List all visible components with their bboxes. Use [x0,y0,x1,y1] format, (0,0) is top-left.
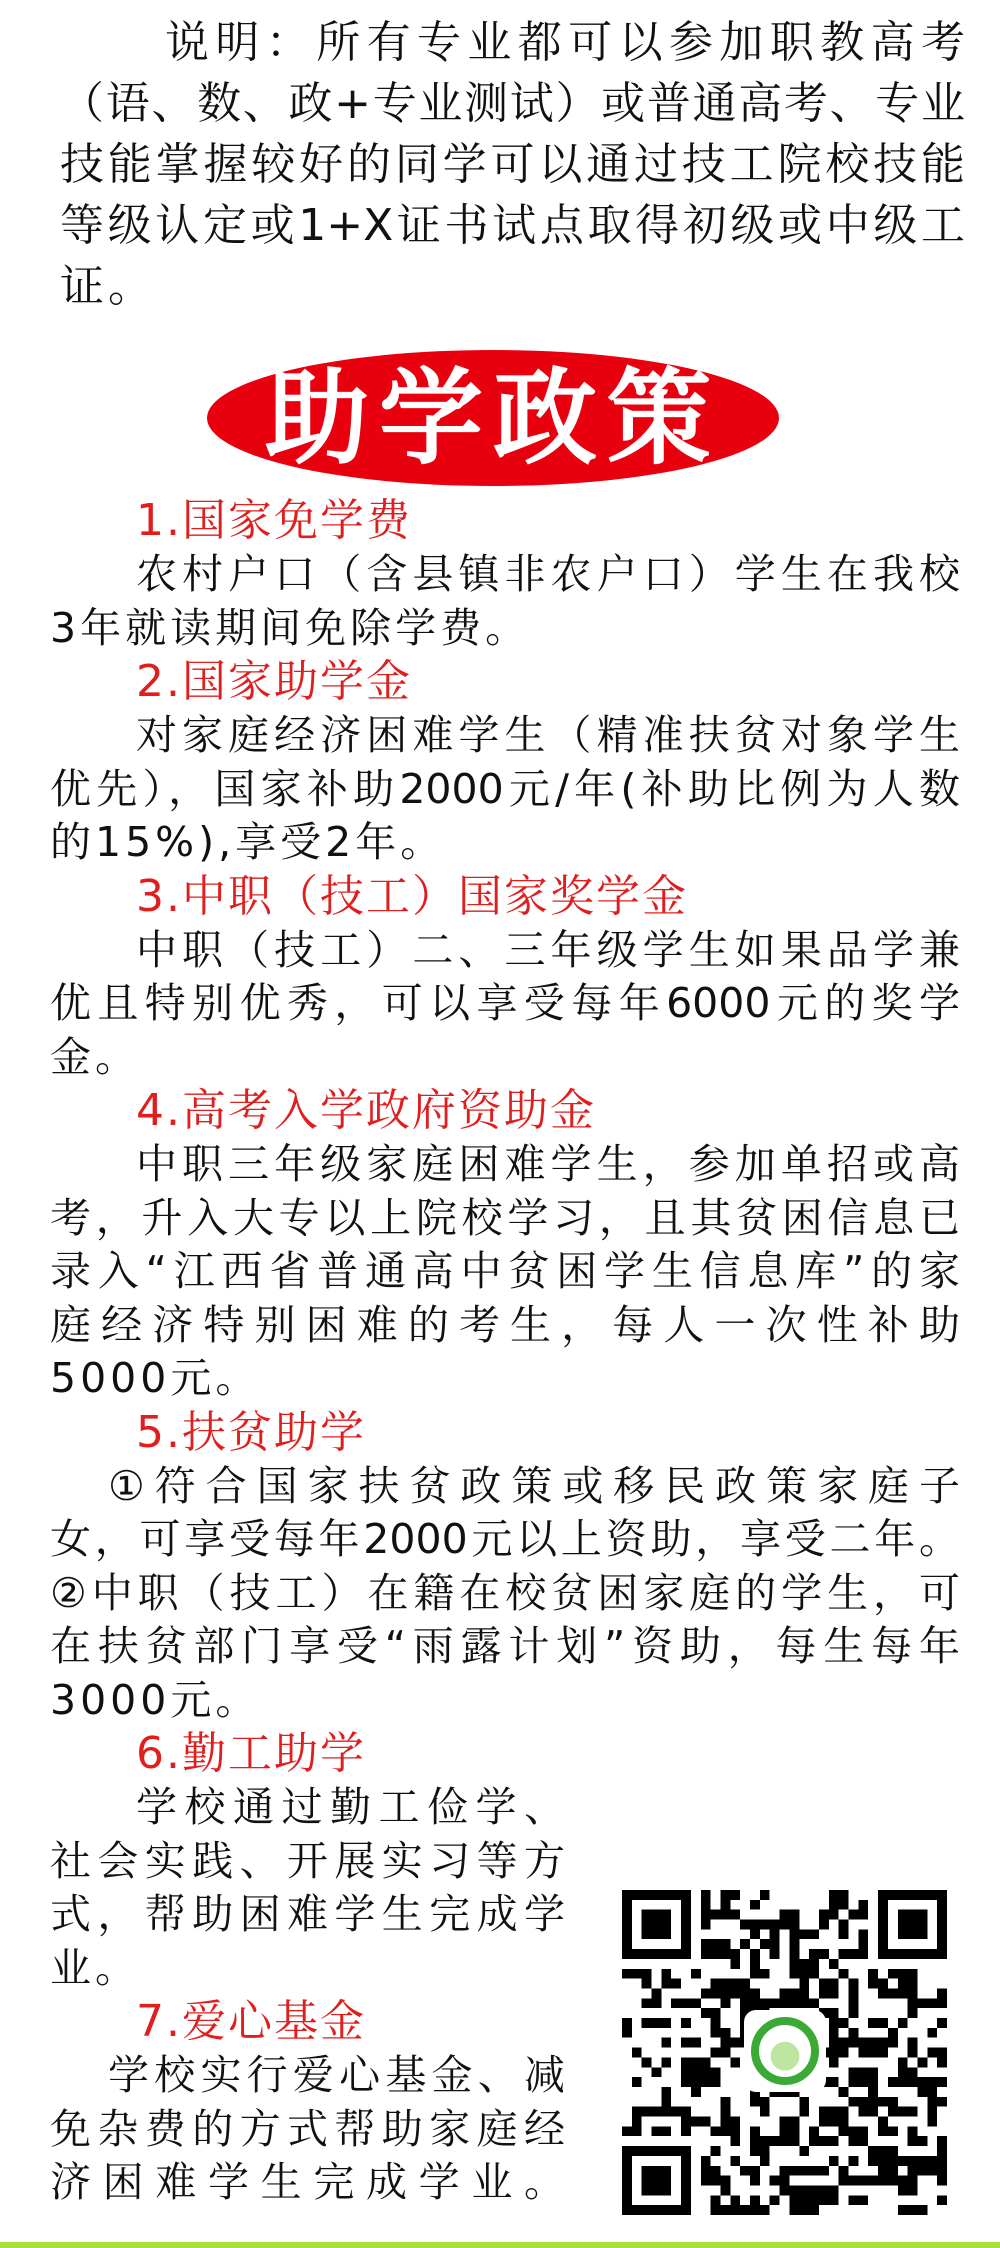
policy-line: 学校通过勤工俭学、 [136,1783,565,1831]
school-logo [744,2010,826,2092]
policy-line: 免杂费的方式帮助家庭经 [50,2104,565,2153]
policy-body [50,924,960,1085]
policy-line: 农村户口（含县镇非农户口）学生在我校 [136,550,960,598]
intro-paragraph [60,12,965,317]
policy-line: 济困难学生完成学业。 [50,2158,565,2206]
policy-body [50,1138,960,1406]
policy-body [50,548,960,655]
policy-heading: 1.国家免学费 [136,495,412,546]
policy-line: 式，帮助困难学生完成学 [50,1890,565,1938]
policy-heading: 6.勤工助学 [136,1728,366,1779]
bottom-bar [0,2242,1000,2248]
policy-line: 优先），国家补助2000元/年(补助比例为人数 [50,764,960,813]
policy-heading: 3.中职（技工）国家奖学金 [136,870,688,922]
policy-line: 金。 [50,1032,140,1081]
policy-line: 优且特别优秀，可以享受每年6000元的奖学 [50,979,960,1027]
policy-line: 业。 [50,1943,140,1992]
policy-line: 录入“江西省普通高中贫困学生信息库”的家 [50,1247,960,1295]
policy-body [50,1781,565,1995]
policy-heading: 4.高考入学政府资助金 [136,1085,596,1136]
policy-body [50,1460,960,1728]
policy-body [50,2049,565,2210]
policy-line: 庭经济特别困难的考生，每人一次性补助 [50,1300,960,1349]
section-banner [207,350,779,486]
intro-line: 等级认定或1+X证书试点取得初级或中级工 [60,200,965,251]
banner-title: 助学政策 [264,357,721,479]
policy-line: 女，可享受每年2000元以上资助，享受二年。 [50,1515,960,1563]
policy-line: 3年就读期间免除学费。 [50,603,531,652]
policy-line: ②中职（技工）在籍在校贫困家庭的学生，可 [50,1568,960,1617]
intro-line: 技能掌握较好的同学可以通过技工院校技能 [60,139,965,190]
policy-line: 中职（技工）二、三年级学生如果品学兼 [136,925,960,974]
policy-line: 的15%),享受2年。 [50,818,446,866]
policy-line: 中职三年级家庭困难学生，参加单招或高 [136,1140,960,1188]
policy-body [50,709,960,870]
intro-line: （语、数、政+专业测试）或普通高考、专业 [60,78,965,129]
policy-heading: 7.爱心基金 [136,1996,366,2047]
policy-line: 在扶贫部门享受“雨露计划”资助，每生每年 [50,1622,960,1670]
policy-line: 考，升入大专以上院校学习，且其贫困信息已 [50,1193,960,1242]
policy-line: 3000元。 [50,1675,261,1724]
intro-line: 证。 [60,261,156,312]
policy-heading: 5.扶贫助学 [136,1406,366,1458]
policy-heading: 2.国家助学金 [136,656,412,707]
qr-code-icon [622,1890,947,2215]
policy-line: 5000元。 [50,1354,261,1402]
intro-line: 说明：所有专业都可以参加职教高考 [165,17,965,68]
policy-line: 社会实践、开展实习等方 [50,1836,565,1885]
policy-line: 对家庭经济困难学生（精准扶贫对象学生 [136,711,960,759]
policy-line: 学校实行爱心基金、减 [108,2051,565,2099]
policy-line: ①符合国家扶贫政策或移民政策家庭子 [108,1461,960,1510]
